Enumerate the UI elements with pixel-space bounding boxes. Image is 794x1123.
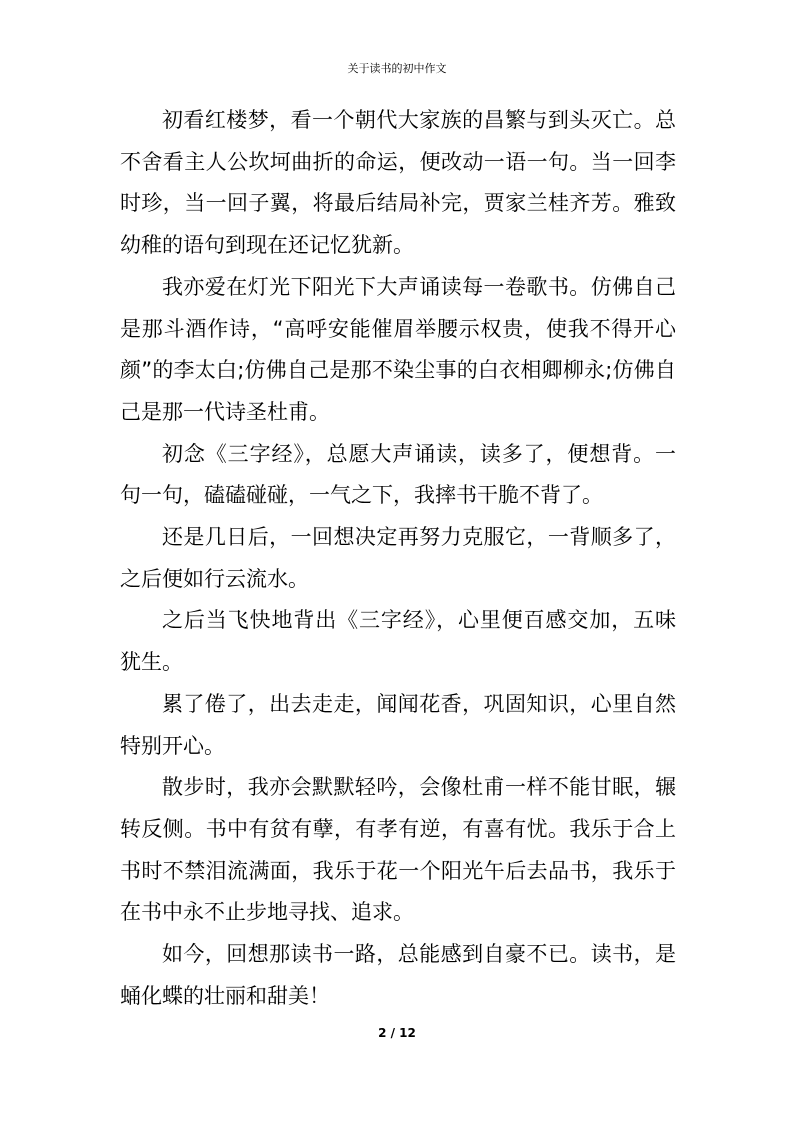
page-number: 2 / 12 xyxy=(378,1026,416,1040)
paragraph-4: 还是几日后，一回想决定再努力克服它，一背顺多了，之后便如行云流水。 xyxy=(120,525,676,591)
paragraph-6: 累了倦了，出去走走，闻闻花香，巩固知识，心里自然特别开心。 xyxy=(120,691,676,758)
paragraph-1: 初看红楼梦，看一个朝代大家族的昌繁与到头灭亡。总不舍看主人公坎坷曲折的命运，便改动一语一句。当一回李时珍，当一回子翼，将最后结局补完，贾家兰桂齐芳。雅致幼稚的语句到现在还记忆犹新。 xyxy=(120,108,676,258)
paragraph-7: 散步时，我亦会默默轻吟，会像杜甫一样不能甘眠，辗转反侧。书中有贫有孽，有孝有逆，有喜有忧。我乐于合上书时不禁泪流满面，我乐于花一个阳光午后去品书，我乐于在书中永不止步地寻找、追求。 xyxy=(120,775,676,925)
paragraph-5: 之后当飞快地背出《三字经》，心里便百感交加，五味犹生。 xyxy=(120,608,676,675)
document-body xyxy=(120,100,676,1017)
paragraph-2: 我亦爱在灯光下阳光下大声诵读每一卷歌书。仿佛自己是那斗酒作诗，“高呼安能催眉举腰示权贵，使我不得开心颜”的李太白;仿佛自己是那不染尘事的白衣相卿柳永;仿佛自己是那一代诗圣杜甫。 xyxy=(120,274,676,424)
paragraph-8: 如今，回想那读书一路，总能感到自豪不已。读书，是蛹化蝶的壮丽和甜美！ xyxy=(120,942,676,1008)
paragraph-3: 初念《三字经》，总愿大声诵读，读多了，便想背。一句一句，磕磕碰碰，一气之下，我摔书干脆不背了。 xyxy=(120,441,676,508)
page-header: 关于读书的初中作文 xyxy=(347,62,447,75)
